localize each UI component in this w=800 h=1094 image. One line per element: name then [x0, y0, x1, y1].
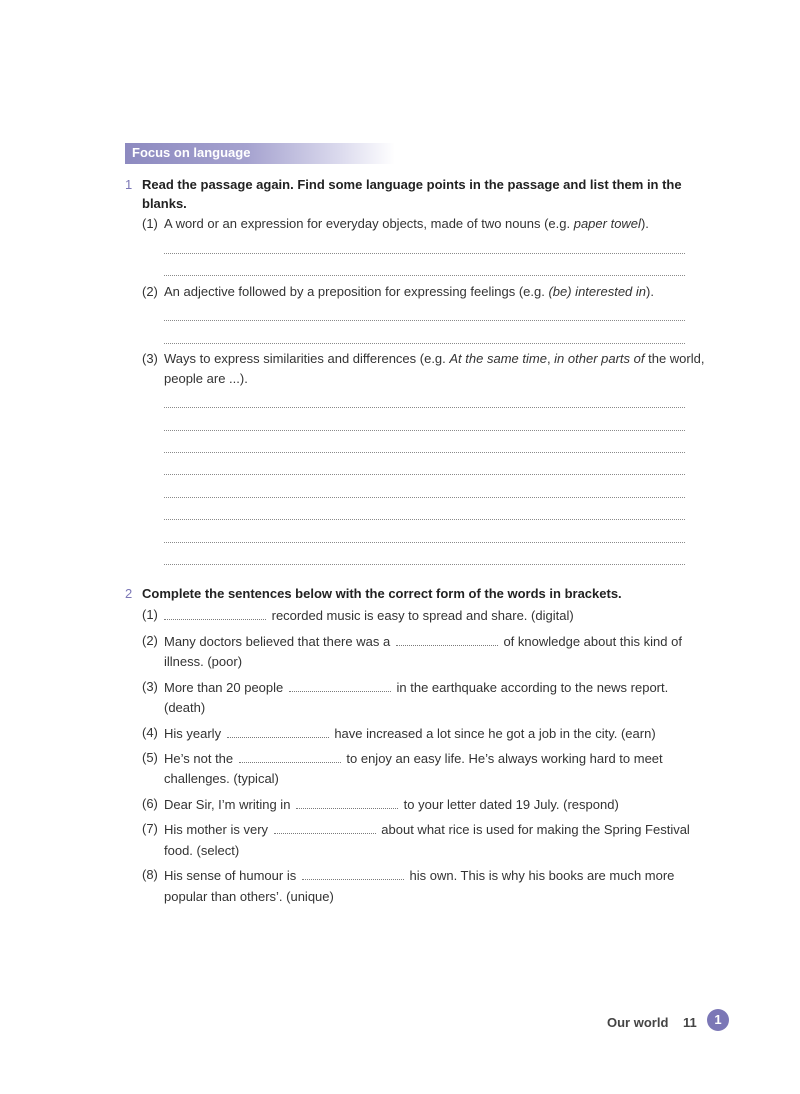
ex2-item-8-cont: popular than others’. (unique)	[164, 889, 334, 904]
exercise-1-instruction: Read the passage again. Find some language points in the passage and list them in the	[142, 177, 682, 192]
answer-blank[interactable]	[302, 867, 404, 880]
page-number: 11	[683, 1015, 697, 1030]
ex2-item-num: (6)	[142, 796, 158, 811]
exercise-1-number: 1	[125, 177, 133, 192]
ex1-item-num: (1)	[142, 216, 158, 231]
ex2-item-num: (5)	[142, 750, 158, 765]
ex2-item-num: (1)	[142, 607, 158, 622]
answer-line[interactable]	[164, 320, 685, 321]
ex2-item-7-cont: food. (select)	[164, 843, 240, 858]
exercise-2-instruction: Complete the sentences below with the correct form of the words in brackets.	[142, 586, 622, 601]
answer-line[interactable]	[164, 519, 685, 520]
ex2-item-8: His sense of humour is his own. This is why his books are much more	[164, 868, 675, 883]
answer-line[interactable]	[164, 564, 685, 565]
answer-blank[interactable]	[227, 725, 329, 738]
answer-blank[interactable]	[274, 821, 376, 834]
answer-line[interactable]	[164, 275, 685, 276]
ex1-item-num: (3)	[142, 351, 158, 366]
answer-line[interactable]	[164, 343, 685, 344]
ex1-item-1-text: A word or an expression for everyday objects, made of two nouns (e.g. paper towel).	[164, 216, 649, 231]
exercise-1-instruction-cont: blanks.	[142, 196, 187, 211]
answer-blank[interactable]	[396, 633, 498, 646]
answer-line[interactable]	[164, 452, 685, 453]
ex2-item-num: (7)	[142, 821, 158, 836]
unit-badge: 1	[707, 1009, 729, 1031]
ex2-item-1: recorded music is easy to spread and share. (digital)	[162, 607, 574, 623]
ex2-item-3-cont: (death)	[164, 700, 206, 715]
section-banner	[125, 143, 395, 164]
answer-blank[interactable]	[164, 607, 266, 620]
ex2-item-num: (4)	[142, 725, 158, 740]
ex2-item-num: (2)	[142, 633, 158, 648]
ex2-item-7: His mother is very about what rice is used for making the Spring Festival	[164, 822, 690, 837]
ex2-item-6: Dear Sir, I’m writing in to your letter dated 19 July. (respond)	[164, 797, 619, 812]
answer-line[interactable]	[164, 542, 685, 543]
ex1-item-3-text-cont: people are ...).	[164, 371, 248, 386]
ex1-item-3-text: Ways to express similarities and differences (e.g. At the same time, in other parts of the world,	[164, 351, 705, 366]
answer-line[interactable]	[164, 430, 685, 431]
answer-line[interactable]	[164, 474, 685, 475]
ex2-item-num: (8)	[142, 867, 158, 882]
answer-line[interactable]	[164, 253, 685, 254]
ex2-item-5: He’s not the to enjoy an easy life. He’s always working hard to meet	[164, 751, 663, 766]
answer-blank[interactable]	[289, 679, 391, 692]
ex2-item-3: More than 20 people in the earthquake according to the news report.	[164, 680, 669, 695]
ex1-item-num: (2)	[142, 284, 158, 299]
answer-blank[interactable]	[239, 750, 341, 763]
answer-line[interactable]	[164, 497, 685, 498]
ex2-item-5-cont: challenges. (typical)	[164, 771, 279, 786]
ex2-item-4: His yearly have increased a lot since he got a job in the city. (earn)	[164, 726, 656, 741]
answer-line[interactable]	[164, 407, 685, 408]
ex2-item-2: Many doctors believed that there was a of knowledge about this kind of	[164, 634, 682, 649]
ex2-item-num: (3)	[142, 679, 158, 694]
ex2-item-2-cont: illness. (poor)	[164, 654, 243, 669]
ex1-item-2-text: An adjective followed by a preposition for expressing feelings (e.g. (be) interested in).	[164, 284, 654, 299]
section-title: Focus on language	[132, 145, 251, 160]
answer-blank[interactable]	[296, 796, 398, 809]
exercise-2-number: 2	[125, 586, 133, 601]
footer-unit-title: Our world	[607, 1015, 669, 1030]
